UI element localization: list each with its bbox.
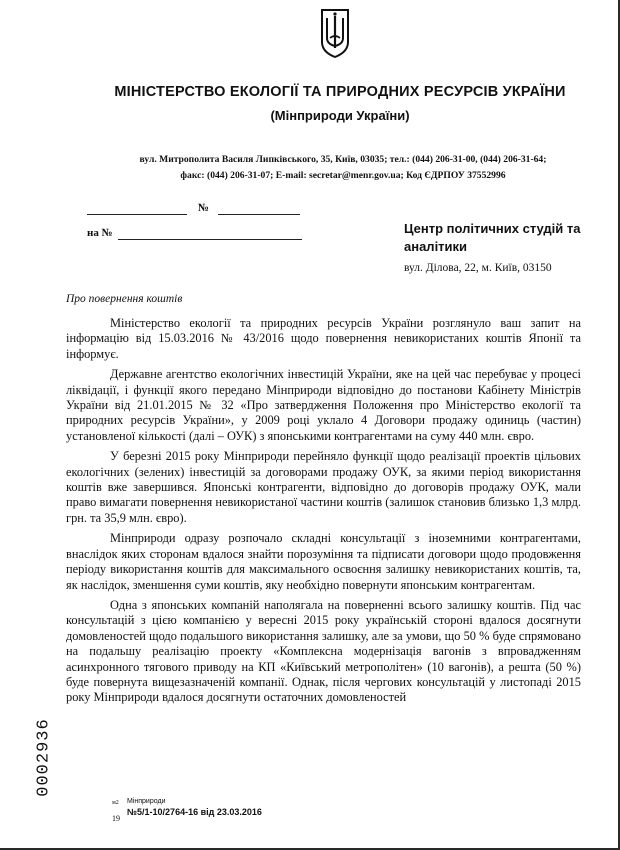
registration-stamp	[127, 798, 262, 818]
recipient-name: Центр політичних студій та аналітики	[404, 221, 581, 254]
outgoing-number-line	[218, 214, 300, 215]
paragraph: Одна з японських компаній наполягала на поверненні всього залишку коштів. Під час консультацій з цією компанією у вересні 2015 року українській стороні вдалося досягнути домовленостей щодо подальшого використання залишку, але за умови, що 50 % буде спрямовано на подальшу реалізацію проекту «Комплексна модернізація вагонів з впровадженням асинхронного тягового приводу на КП «Київський метрополітен» (10 вагонів), а решта (50 %) буде повернута вищезазначеній компанії. Однак, після чергових консультацій у листопаді 2015 року Мінприроди вдалося досягнути остаточних домовленостей	[66, 597, 581, 705]
small-mark: м2	[112, 800, 119, 806]
page-number: 19	[112, 814, 120, 823]
paragraph: Міністерство екології та природних ресурсів України розглянуло ваш запит на інформацію від 15.03.2016 № 43/2016 щодо повернення невикористаних коштів Японії та інформує.	[66, 316, 581, 361]
paragraph: Державне агентство екологічних інвестицій України, яке на цей час перебуває у процесі ліквідації, і функції якого передано Мінприроди відповідно до постанови Кабінету Міністрів України від 21.01.2015 № 32 «Про затвердження Положення про Міністерство екології та природних ресурсів України», у 2009 році уклало 4 Договори продажу одиниць (частин) установленої кількості (далі – ОУК) з японськими контрагентами на суму 440 млн. євро.	[66, 367, 581, 443]
side-serial-stamp	[34, 708, 54, 818]
letter-subject: Про повернення коштів	[66, 293, 183, 305]
contacts-line-1: вул. Митрополита Василя Липківського, 35, Київ, 03035; тел.: (044) 206-31-00, (044) 206-31-64;	[139, 154, 547, 165]
letter-body	[66, 316, 581, 711]
outgoing-date-line	[87, 214, 187, 215]
paragraph: Мінприроди одразу розпочало складні консультації з іноземними контрагентами, внаслідок яких сторонам вдалося знайти порозуміння та підписати договори щодо продовження періоду використання коштів для максимального освоєння залишку невикористаних коштів, та, як наслідок, зменшення суми коштів, яку необхідно повернути японським контрагентам.	[66, 531, 581, 592]
in-reply-label: на №	[87, 227, 113, 239]
side-serial-number: 0002936	[34, 718, 54, 797]
recipient-address: вул. Ділова, 22, м. Київ, 03150	[404, 262, 552, 274]
ministry-short-name: (Мінприроди України)	[270, 108, 410, 123]
ministry-name: МІНІСТЕРСТВО ЕКОЛОГІЇ ТА ПРИРОДНИХ РЕСУРСІВ УКРАЇНИ	[114, 84, 566, 100]
in-reply-line	[118, 239, 302, 240]
contacts-line-2: факс: (044) 206-31-07; E-mail: secretar@menr.gov.ua; Код ЄДРПОУ 37552996	[180, 170, 506, 181]
number-sign: №	[198, 202, 210, 214]
registration-ministry: Мінприроди	[127, 798, 166, 805]
coat-of-arms-icon	[320, 8, 350, 58]
paragraph: У березні 2015 року Мінприроди перейняло функції щодо реалізації проектів цільових екологічних (зелених) інвестицій за договорами продажу ОУК, за якими період використання коштів вже завершився. Японські контрагенти, відповідно до договорів продажу ОУК, мали право вимагати повернення невикористаної частини коштів (залишок становив близько 1,3 млрд. грн. та 35,9 млн. євро).	[66, 449, 581, 525]
registration-number: №5/1-10/2764-16 від 23.03.2016	[127, 807, 262, 817]
